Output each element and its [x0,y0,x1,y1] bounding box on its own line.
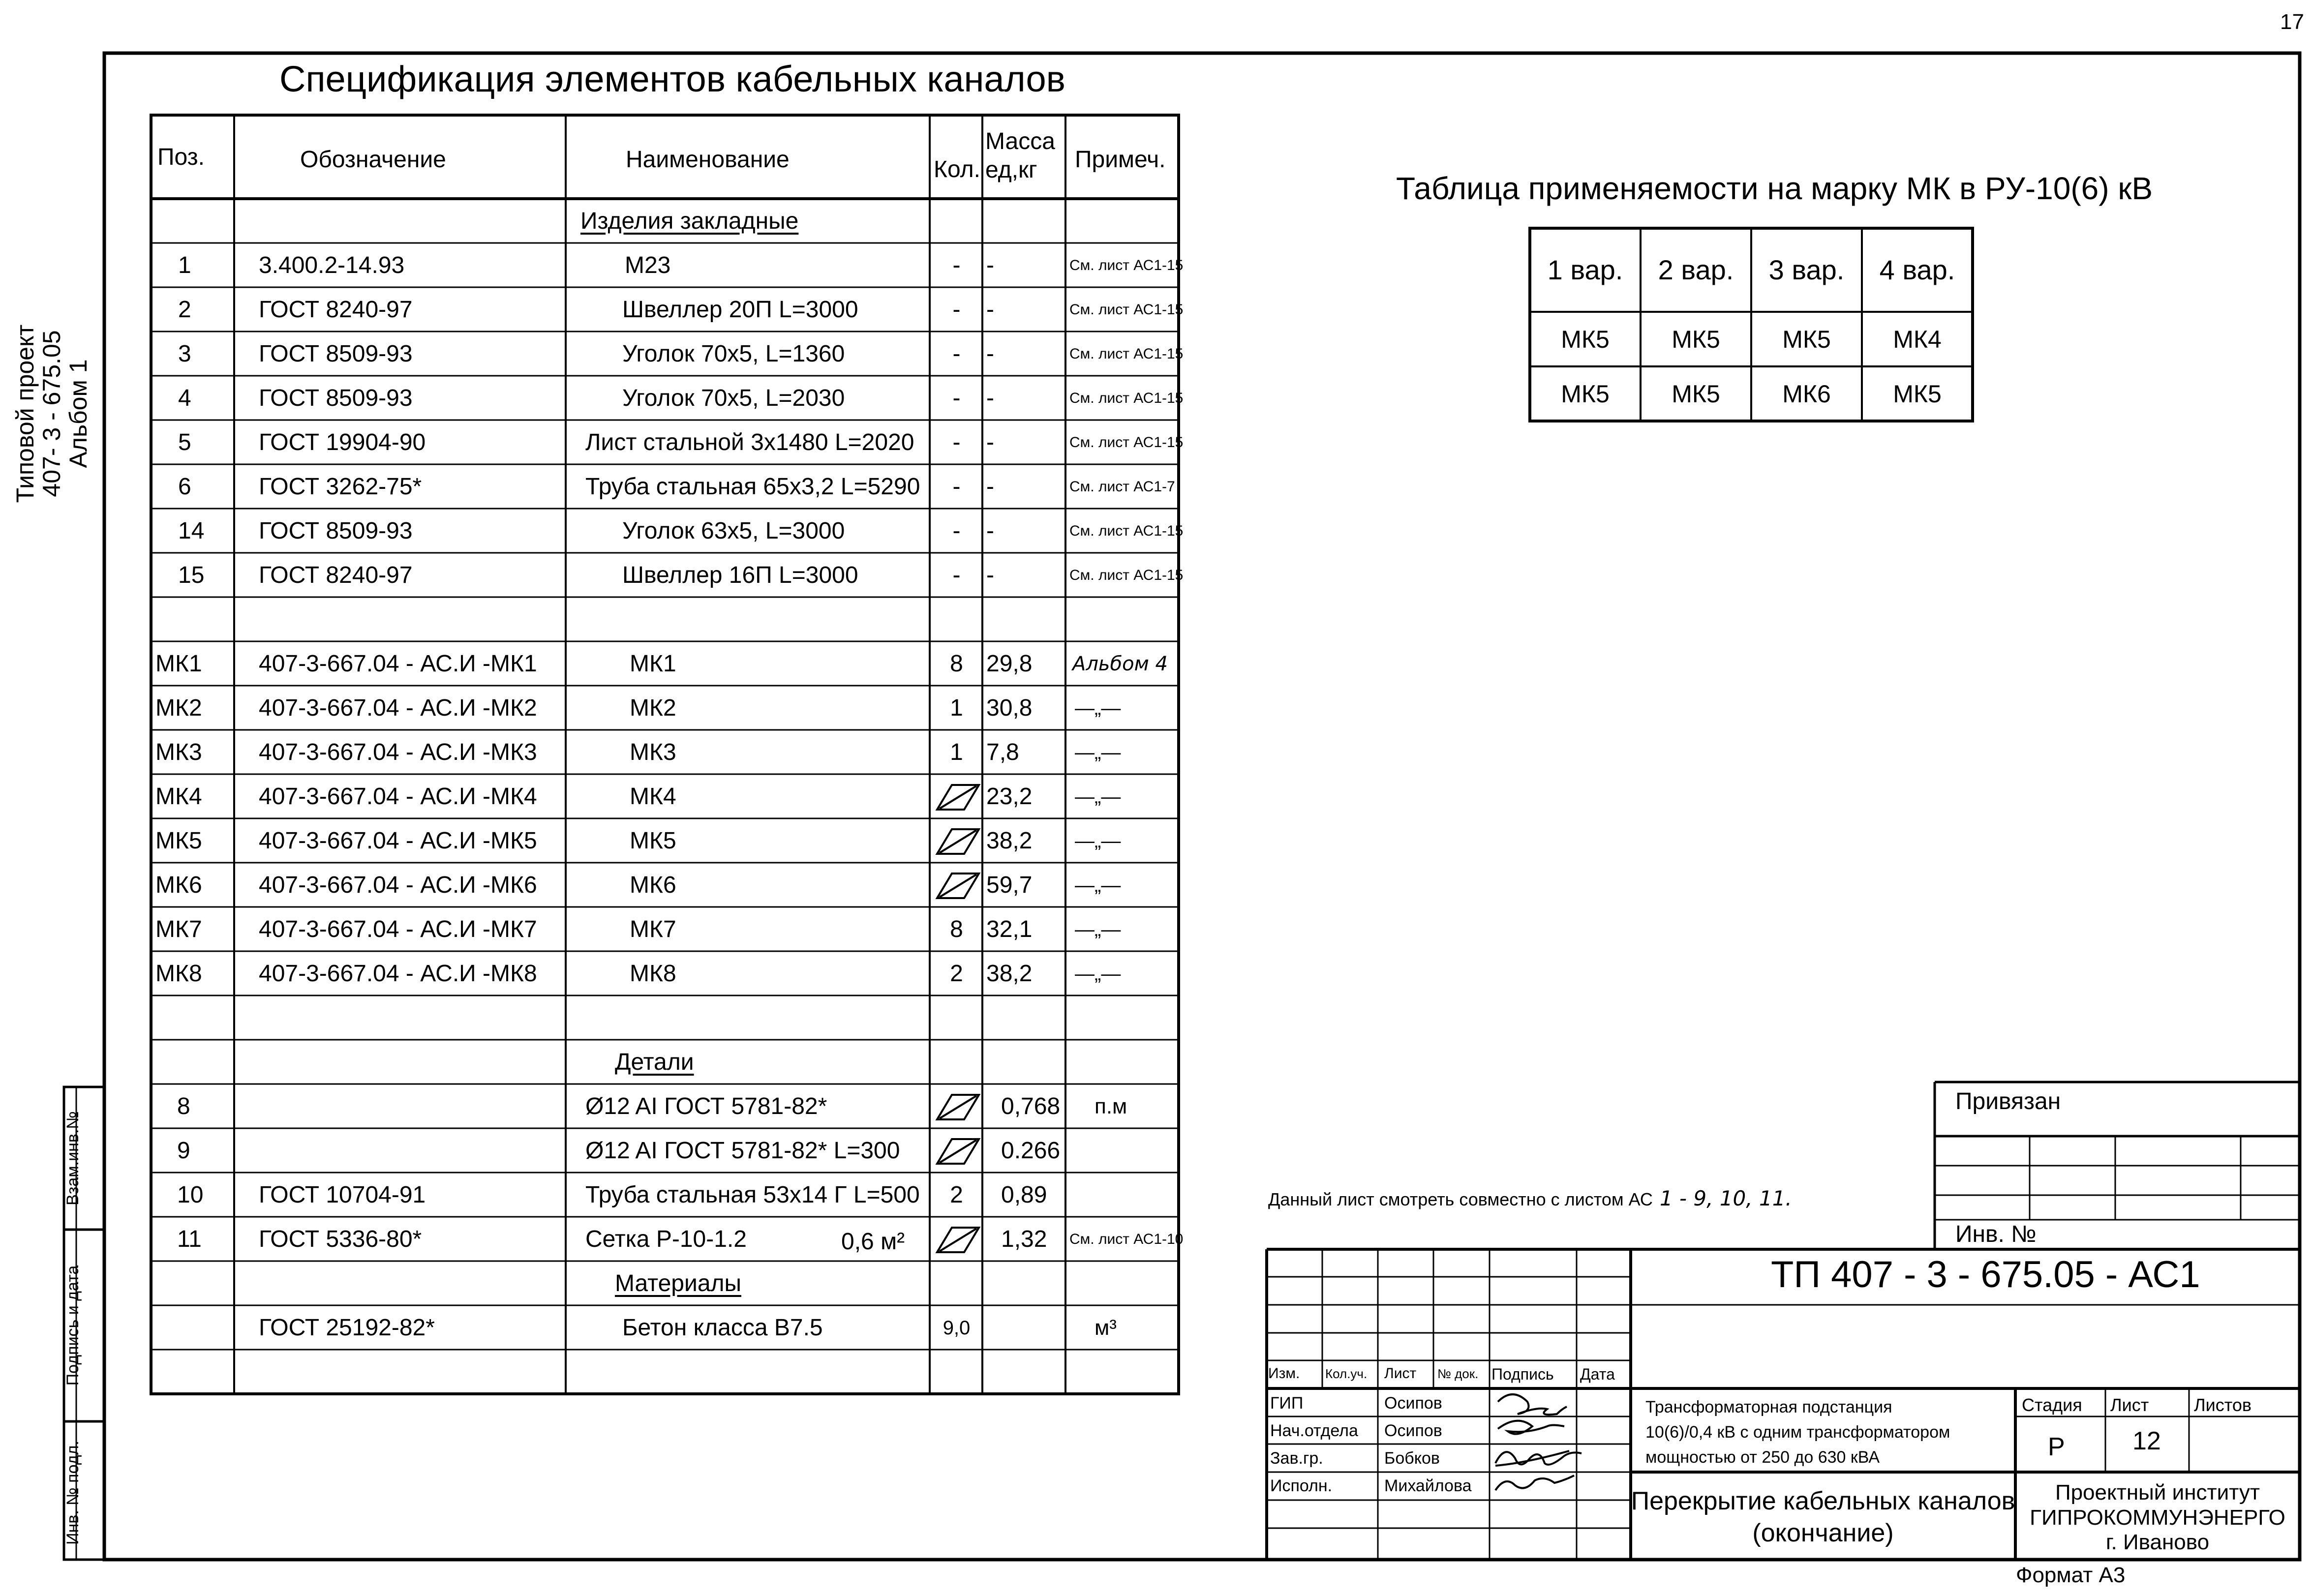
stamp-h-date: Дата [1580,1365,1615,1383]
spec-cell-note: —„— [1075,786,1121,808]
spec-cell-name: Материалы [615,1270,742,1296]
spec-cell-pos: МК2 [155,695,202,721]
mesh-area: 0,6 м² [841,1229,905,1255]
org-line-1: Проектный институт [2055,1480,2260,1505]
spec-cell-note: —„— [1075,874,1121,896]
spec-cell-note: —„— [1075,697,1121,719]
header-note: Примеч. [1075,147,1166,173]
spec-cell-designation: ГОСТ 8509-93 [259,341,413,367]
spec-cell-designation: ГОСТ 25192-82* [259,1315,435,1341]
spec-cell-qty: 1 [950,695,963,721]
stamp-h-list: Лист [1384,1365,1417,1382]
header-mass-2: ед,кг [985,156,1037,183]
spec-cell-qty: - [952,252,961,278]
org-line-3: г. Иваново [2105,1530,2210,1555]
side-line-1: Типовой проект [11,324,39,503]
spec-cell-note: См. лист АС1-10 [1069,1231,1184,1247]
spec-cell-note: м³ [1095,1316,1117,1340]
spec-cell-pos: МК5 [155,828,202,854]
stage-label: Стадия [2022,1395,2082,1415]
spec-cell-note: См. лист АС1-15 [1069,434,1184,451]
side-vzam: Взам.инв.№ [63,1111,82,1205]
spec-cell-note: См. лист АС1-15 [1069,567,1184,583]
spec-cell-qty [933,1219,980,1260]
bound-inv: Инв. № [1955,1221,2037,1247]
side-line-3: Альбом 1 [64,359,92,468]
spec-cell-mass: - [986,385,994,411]
spec-cell-designation: ГОСТ 10704-91 [259,1182,426,1208]
spec-cell-note: См. лист АС1-15 [1069,257,1184,273]
spec-cell-note: п.м [1095,1094,1127,1118]
spec-cell-name: Бетон класса В7.5 [622,1315,823,1341]
organization [2015,1480,2300,1555]
project-line-2: 10(6)/0,4 кВ с одним трансформатором [1645,1423,1950,1442]
spec-cell-name: МК8 [630,961,676,987]
spec-cell-name: Уголок 70x5, L=2030 [622,385,845,411]
applicability-cell: МК6 [1782,380,1831,408]
applicability-cell: МК5 [1782,325,1831,353]
stamp-h-kol: Кол.уч. [1325,1366,1368,1381]
spec-cell-qty: - [952,562,961,588]
stamp-h-ndok: № док. [1437,1366,1479,1381]
spec-cell-pos: 10 [177,1182,204,1208]
spec-cell-pos: 3 [178,341,191,367]
header-designation: Обозначение [300,147,446,173]
spec-cell-pos: МК6 [155,872,202,898]
applicability-header: 2 вар. [1658,254,1734,285]
note-handwritten: 1 - 9, 10, 11. [1659,1186,1792,1210]
spec-cell-mass: 32,1 [986,916,1033,942]
sheet-title-1: Перекрытие кабельных каналов [1631,1487,2015,1515]
spec-cell-designation: ГОСТ 8240-97 [259,297,413,323]
format-label: Формат А3 [2016,1563,2126,1587]
spec-cell-name: Труба стальная 65x3,2 L=5290 [585,474,920,500]
spec-cell-mass: - [986,297,994,323]
spec-cell-designation: 407-3-667.04 - АС.И -МК3 [259,739,537,765]
doc-code: ТП 407 - 3 - 675.05 - АС1 [1771,1254,2200,1295]
spec-cell-note: —„— [1075,919,1121,940]
spec-cell-pos: МК4 [155,783,202,810]
spec-cell-qty: - [952,297,961,323]
spec-cell-qty: - [952,341,961,367]
person-name: Бобков [1384,1449,1440,1468]
person-name: Осипов [1384,1394,1442,1413]
spec-cell-pos: 1 [178,252,191,278]
spec-cell-name: Лист стальной 3x1480 L=2020 [585,429,914,455]
spec-cell-name: Сетка Р-10-1.2 [585,1226,747,1252]
spec-cell-designation: 407-3-667.04 - АС.И -МК1 [259,651,537,677]
spec-cell-qty [933,1130,980,1172]
spec-cell-pos: 2 [178,297,191,323]
spec-cell-pos: 5 [178,429,191,455]
person-role: Зав.гр. [1270,1449,1323,1468]
spec-cell-pos: 8 [177,1093,190,1119]
spec-cell-mass: - [986,562,994,588]
spec-cell-mass: - [986,518,994,544]
applicability-cell: МК4 [1893,325,1942,353]
spec-cell-pos: МК8 [155,961,202,987]
spec-cell-qty [933,776,980,817]
spec-cell-mass: 59,7 [986,872,1033,898]
sheets-label: Листов [2194,1395,2251,1415]
spec-cell-name: МК3 [630,739,676,765]
sheet-title [1631,1485,2015,1549]
person-name: Осипов [1384,1421,1442,1440]
spec-cell-qty [933,599,980,640]
spec-cell-qty: 8 [950,916,963,942]
sheet-label: Лист [2110,1395,2149,1415]
spec-cell-name: МК1 [630,651,676,677]
spec-cell-name: МК2 [630,695,676,721]
spec-cell-note: —„— [1075,830,1121,852]
spec-cell-note: См. лист АС1-7 [1069,479,1175,495]
header-mass-1: Масса [985,128,1055,154]
spec-cell-qty: 2 [950,961,963,987]
spec-cell-name: МК6 [630,872,676,898]
header-qty: Кол. [934,156,980,182]
spec-cell-mass: 7,8 [986,739,1019,765]
spec-cell-designation: 407-3-667.04 - АС.И -МК6 [259,872,537,898]
spec-cell-designation: 407-3-667.04 - АС.И -МК2 [259,695,537,721]
stage-value: Р [2048,1433,2065,1461]
person-role: ГИП [1270,1394,1304,1413]
spec-cell-mass: 0.266 [1001,1138,1061,1164]
project-line-3: мощностью от 250 до 630 кВА [1645,1448,1880,1467]
spec-cell-name: МК5 [630,828,676,854]
spec-cell-mass: - [986,474,994,500]
spec-cell-designation: ГОСТ 3262-75* [259,474,422,500]
person-name: Михайлова [1384,1476,1472,1495]
person-role: Нач.отдела [1270,1421,1358,1440]
note-line [1268,1186,1792,1210]
spec-cell-qty [933,997,980,1039]
spec-cell-mass: - [986,252,994,278]
spec-cell-mass: 1,32 [1001,1226,1047,1252]
spec-cell-designation: ГОСТ 19904-90 [259,429,426,455]
spec-cell-designation: ГОСТ 5336-80* [259,1226,422,1252]
sheet-value: 12 [2132,1427,2161,1455]
project-description [1645,1395,1950,1470]
spec-cell-name: МК4 [630,783,676,810]
spec-cell-pos: 14 [178,518,205,544]
spec-cell-name: Швеллер 20П L=3000 [622,297,858,323]
header-name: Наименование [626,147,790,173]
spec-cell-note: См. лист АС1-15 [1069,301,1184,318]
spec-cell-name: Изделия закладные [580,208,799,234]
spec-cell-mass: 29,8 [986,651,1033,677]
applicability-cell: МК5 [1561,380,1610,408]
spec-cell-qty: - [952,429,961,455]
spec-cell-pos: 11 [177,1226,202,1252]
spec-cell-qty: 1 [950,739,963,765]
note-text: Данный лист смотреть совместно с листом АС [1268,1189,1653,1209]
applicability-cell: МК5 [1672,325,1720,353]
applicability-header: 1 вар. [1547,254,1623,285]
spec-cell-name: Ø12 AI ГОСТ 5781-82* [585,1093,827,1119]
spec-cell-mass: - [986,341,994,367]
project-line-1: Трансформаторная подстанция [1645,1398,1892,1416]
spec-cell-name: Ø12 AI ГОСТ 5781-82* L=300 [585,1138,900,1164]
spec-cell-qty: 2 [950,1182,963,1208]
person-role: Исполн. [1270,1476,1333,1495]
spec-cell-note: См. лист АС1-15 [1069,390,1184,406]
spec-cell-pos: МК7 [155,916,202,942]
spec-cell-qty [933,865,980,906]
spec-cell-designation: ГОСТ 8509-93 [259,518,413,544]
spec-cell-mass: 23,2 [986,783,1033,810]
bound-title: Привязан [1955,1088,2061,1114]
spec-cell-note: См. лист АС1-15 [1069,346,1184,362]
stamp-h-izm: Изм. [1268,1365,1300,1382]
spec-cell-name: Детали [615,1049,694,1075]
spec-cell-qty: - [952,518,961,544]
spec-cell-qty: - [952,385,961,411]
spec-cell-mass: 0,89 [1001,1182,1047,1208]
page-number: 17 [2280,10,2304,34]
spec-cell-name: Уголок 63x5, L=3000 [622,518,845,544]
applicability-header: 3 вар. [1768,254,1845,285]
spec-cell-note: —„— [1075,963,1121,985]
spec-cell-pos: МК3 [155,739,202,765]
spec-cell-qty [933,1263,980,1304]
spec-cell-designation: 407-3-667.04 - АС.И -МК8 [259,961,537,987]
applicability-header: 4 вар. [1879,254,1955,285]
spec-cell-qty: - [952,474,961,500]
spec-cell-note: См. лист АС1-15 [1069,523,1184,539]
spec-cell-mass: 38,2 [986,961,1033,987]
spec-cell-qty: 8 [950,651,963,677]
spec-cell-name: Уголок 70x5, L=1360 [622,341,845,367]
side-inv: Инв. № подл. [63,1441,82,1545]
applicability-title: Таблица применяемости на марку МК в РУ-10(6) кВ [1396,171,2153,206]
spec-cell-note: —„— [1075,742,1121,763]
spec-cell-pos: МК1 [155,651,202,677]
spec-cell-designation: 407-3-667.04 - АС.И -МК7 [259,916,537,942]
spec-cell-designation: ГОСТ 8509-93 [259,385,413,411]
spec-cell-qty [933,1086,980,1127]
header-pos: Поз. [157,144,205,170]
spec-cell-designation: 407-3-667.04 - АС.И -МК5 [259,828,537,854]
spec-cell-note: Альбом 4 [1072,653,1168,675]
spec-cell-qty [933,820,980,862]
spec-cell-pos: 9 [177,1138,190,1164]
spec-title: Спецификация элементов кабельных каналов [279,59,1065,99]
sheet-title-2: (окончание) [1752,1519,1894,1547]
spec-cell-designation: 407-3-667.04 - АС.И -МК4 [259,783,537,810]
spec-cell-name: Труба стальная 53x14 Г L=500 [585,1182,920,1208]
stamp-h-sign: Подпись [1491,1365,1554,1383]
spec-cell-qty: 9,0 [943,1317,971,1339]
spec-cell-mass: 0,768 [1001,1093,1061,1119]
side-sign: Подпись и дата [63,1265,82,1386]
spec-cell-mass: 38,2 [986,828,1033,854]
spec-cell-qty [933,201,980,242]
spec-cell-pos: 4 [178,385,191,411]
org-line-2: ГИПРОКОММУНЭНЕРГО [2030,1505,2285,1530]
applicability-cell: МК5 [1893,380,1942,408]
spec-cell-pos: 15 [178,562,205,588]
applicability-cell: МК5 [1672,380,1720,408]
spec-cell-designation: ГОСТ 8240-97 [259,562,413,588]
spec-cell-qty [933,1042,980,1083]
applicability-cell: МК5 [1561,325,1610,353]
spec-cell-designation: 3.400.2-14.93 [259,252,405,278]
spec-cell-mass: 30,8 [986,695,1033,721]
signatures [1495,1394,1582,1490]
spec-cell-mass: - [986,429,994,455]
spec-cell-name: МК7 [630,916,676,942]
spec-cell-name: Швеллер 16П L=3000 [622,562,858,588]
spec-cell-pos: 6 [178,474,191,500]
spec-cell-qty [933,1352,980,1393]
spec-cell-name: M23 [625,252,671,278]
side-line-2: 407- 3 - 675.05 [38,330,65,497]
